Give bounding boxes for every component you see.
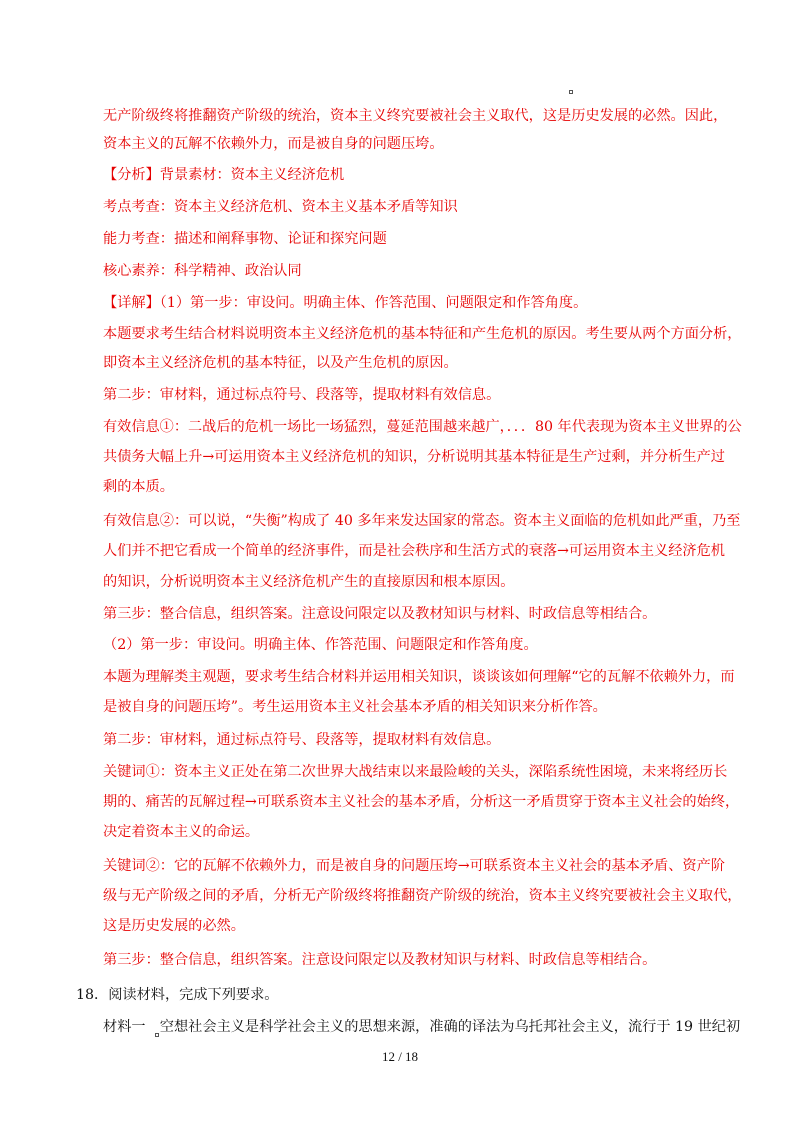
text-line: 关键词①：资本主义正处在第二次世界大战结束以来最险峻的关头，深陷系统性困境，未来将经历长 (103, 764, 728, 780)
text-line: 有效信息①：二战后的危机一场比一场猛烈，蔓延范围越来越广，．．．80 年代表现为资本主义世界的公 (103, 419, 742, 435)
text-line: 能力考查：描述和阐释事物、论证和探究问题 (103, 231, 387, 247)
text-line: 无产阶级终将推翻资产阶级的统治，资本主义终究要被社会主义取代，这是历史发展的必然。因此， (103, 108, 728, 124)
anchor-mark-icon (569, 90, 573, 94)
text-line: 即资本主义经济危机的基本特征，以及产生危机的原因。 (103, 355, 458, 371)
text-line: 有效信息②：可以说，“失衡”构成了 40 多年来发达国家的常态。资本主义面临的危机如此严重，乃至 (103, 513, 741, 529)
text-line: 资本主义的瓦解不依赖外力，而是被自身的问题压垮。 (103, 136, 444, 152)
text-line: 是被自身的问题压垮”。考生运用资本主义社会基本矛盾的相关知识来分析作答。 (103, 699, 607, 715)
text-line: 决定着资本主义的命运。 (103, 824, 260, 840)
text-line: 第三步：整合信息，组织答案。注意设问限定以及教材知识与材料、时政信息等相结合。 (103, 606, 657, 622)
text-line: 级与无产阶级之间的矛盾，分析无产阶级终将推翻资产阶级的统治，资本主义终究要被社会主义取代， (103, 888, 742, 904)
text-line: 本题要求考生结合材料说明资本主义经济危机的基本特征和产生危机的原因。考生要从两个方面分析， (103, 326, 742, 342)
page-number: 12 / 18 (381, 1049, 419, 1064)
text-line: 材料一 空想社会主义是科学社会主义的思想来源，准确的译法为乌托邦社会主义，流行于 19 世纪初 (103, 1019, 741, 1035)
text-line: 期的、痛苦的瓦解过程→可联系资本主义社会的基本矛盾，分析这一矛盾贯穿于资本主义社会的始终， (103, 794, 740, 810)
question-heading: 18．阅读材料，完成下列要求。 (76, 987, 279, 1003)
text-line: 共债务大幅上升→可运用资本主义经济危机的知识，分析说明其基本特征是生产过剩，并分析生产过 (103, 449, 725, 465)
text-line: 【详解】（1）第一步：审设问。明确主体、作答范围、问题限定和作答角度。 (103, 295, 588, 311)
text-line: 这是历史发展的必然。 (103, 918, 245, 934)
text-line: 核心素养：科学精神、政治认同 (103, 263, 302, 279)
text-line: 考点考查：资本主义经济危机、资本主义基本矛盾等知识 (103, 199, 458, 215)
text-line: （2）第一步：审设问。明确主体、作答范围、问题限定和作答角度。 (103, 637, 538, 653)
text-line: 关键词②：它的瓦解不依赖外力，而是被自身的问题压垮→可联系资本主义社会的基本矛盾、资产阶 (103, 858, 725, 874)
text-line: 【分析】背景素材：资本主义经济危机 (103, 167, 345, 183)
text-line: 剩的本质。 (103, 479, 174, 495)
text-line: 第二步：审材料，通过标点符号、段落等，提取材料有效信息。 (103, 387, 501, 403)
text-line: 本题为理解类主观题，要求考生结合材料并运用相关知识，谈谈该如何理解“它的瓦解不依赖外力，而 (103, 669, 735, 685)
text-line: 第三步：整合信息，组织答案。注意设问限定以及教材知识与材料、时政信息等相结合。 (103, 952, 657, 968)
text-line: 第二步：审材料，通过标点符号、段落等，提取材料有效信息。 (103, 732, 501, 748)
text-line: 人们并不把它看成一个简单的经济事件，而是社会秩序和生活方式的衰落→可运用资本主义经济危机 (103, 543, 725, 559)
text-line: 的知识，分析说明资本主义经济危机产生的直接原因和根本原因。 (103, 574, 515, 590)
